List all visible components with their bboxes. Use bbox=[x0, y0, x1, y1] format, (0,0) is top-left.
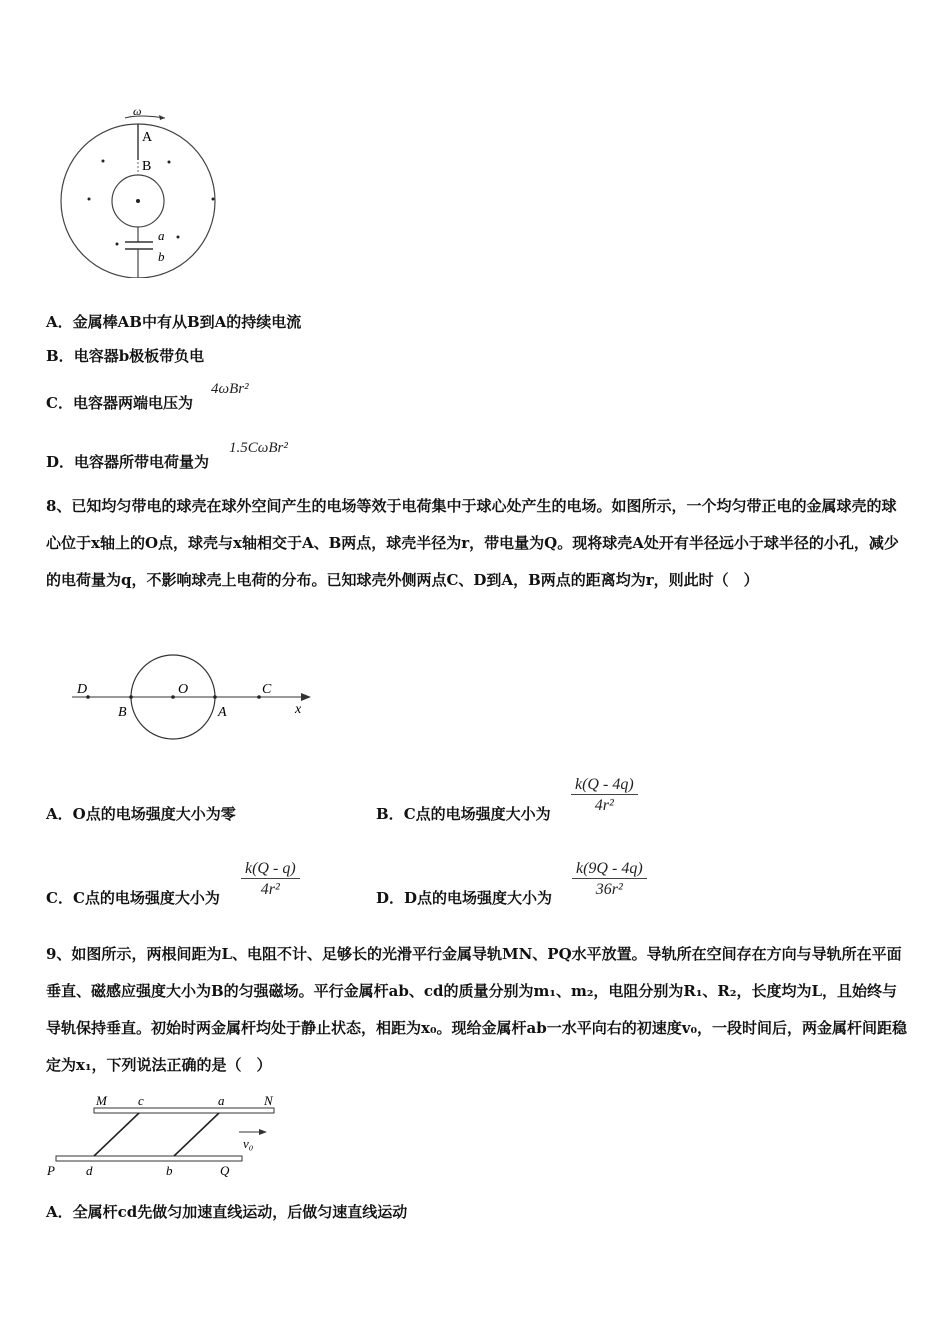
axis-x-label: x bbox=[295, 702, 302, 717]
point-C-label: C bbox=[262, 682, 272, 697]
q7-option-d: D．电容器所带电荷量为 bbox=[46, 453, 210, 471]
point-O-label: O bbox=[178, 682, 189, 697]
q7-option-c-expr: 4ωBr² bbox=[211, 381, 249, 397]
plate-a-label: a bbox=[158, 228, 165, 243]
q8-option-b-fraction: $\frac{k(Q - 4q)}{\text{4r²}}$ bbox=[571, 776, 638, 815]
q7-option-c: C．电容器两端电压为 bbox=[46, 394, 193, 412]
point-B-label: B bbox=[118, 705, 127, 720]
point-B-label: B bbox=[142, 159, 152, 174]
q8-option-a: A．O点的电场强度大小为零 bbox=[46, 805, 236, 823]
rail-Q-label: Q bbox=[220, 1163, 230, 1178]
q9-option-a: A．全属杆cd先做匀加速直线运动，后做匀速直线运动 bbox=[46, 1203, 408, 1221]
q8-option-d: D．D点的电场强度大小为 bbox=[376, 889, 553, 907]
point-A-label: A bbox=[218, 705, 227, 720]
q8-option-c-fraction: $\frac{k(Q - q)}{\text{4r²}}$ bbox=[241, 860, 300, 899]
q8-option-d-fraction: $\frac{k(9Q - 4q)}{\text{36r²}}$ bbox=[572, 860, 647, 899]
sphere-axis-figure bbox=[68, 650, 318, 750]
rod-b-label: b bbox=[166, 1163, 173, 1178]
rail-N-label: N bbox=[264, 1093, 273, 1108]
q9-stem: 9、如图所示，两根间距为L、电阻不计、足够长的光滑平行金属导轨MN、PQ水平放置。导轨所在空间存在方向与导轨所在平面垂直、磁感应强度大小为B的匀强磁场。平行金属杆ab、cd的质量分别为m₁、m₂，电阻分别为R₁、R₂，长度均为L，且始终与导轨保持垂直。初始时两金属杆均处于静止状态，相距为x₀。现给金属杆ab一水平向右的初速度v₀，一段时间后，两金属杆间距稳定为x₁，下列说法正确的是（ ） bbox=[46, 945, 908, 1074]
q8-option-c: C．C点的电场强度大小为 bbox=[46, 889, 220, 907]
point-A-label: A bbox=[142, 130, 153, 145]
point-D-label: D bbox=[77, 682, 88, 697]
rail-M-label: M bbox=[96, 1093, 107, 1108]
rails-figure bbox=[44, 1092, 284, 1182]
q7-option-d-expr: 1.5CωBr² bbox=[229, 440, 288, 456]
omega-label: ω bbox=[133, 104, 142, 118]
velocity-v0-label: v₀ bbox=[243, 1136, 254, 1151]
q7-option-b: B．电容器b极板带负电 bbox=[46, 347, 205, 365]
rod-c-label: c bbox=[138, 1093, 144, 1108]
q7-option-a: A．金属棒AB中有从B到A的持续电流 bbox=[46, 313, 302, 331]
q8-option-b: B．C点的电场强度大小为 bbox=[376, 805, 551, 823]
plate-b-label: b bbox=[158, 249, 165, 264]
rod-d-label: d bbox=[86, 1163, 93, 1178]
rail-P-label: P bbox=[47, 1163, 55, 1178]
rotating-disk-figure bbox=[55, 98, 230, 278]
rod-a-label: a bbox=[218, 1093, 225, 1108]
q8-stem: 8、已知均匀带电的球壳在球外空间产生的电场等效于电荷集中于球心处产生的电场。如图所示，一个均匀带正电的金属球壳的球心位于x轴上的O点，球壳与x轴相交于A、B两点，球壳半径为r，带电量为Q。现将球壳A处开有半径远小于球半径的小孔，减少的电荷量为q，不影响球壳上电荷的分布。已知球壳外侧两点C、D到A，B两点的距离均为r，则此时（ ） bbox=[46, 497, 899, 589]
